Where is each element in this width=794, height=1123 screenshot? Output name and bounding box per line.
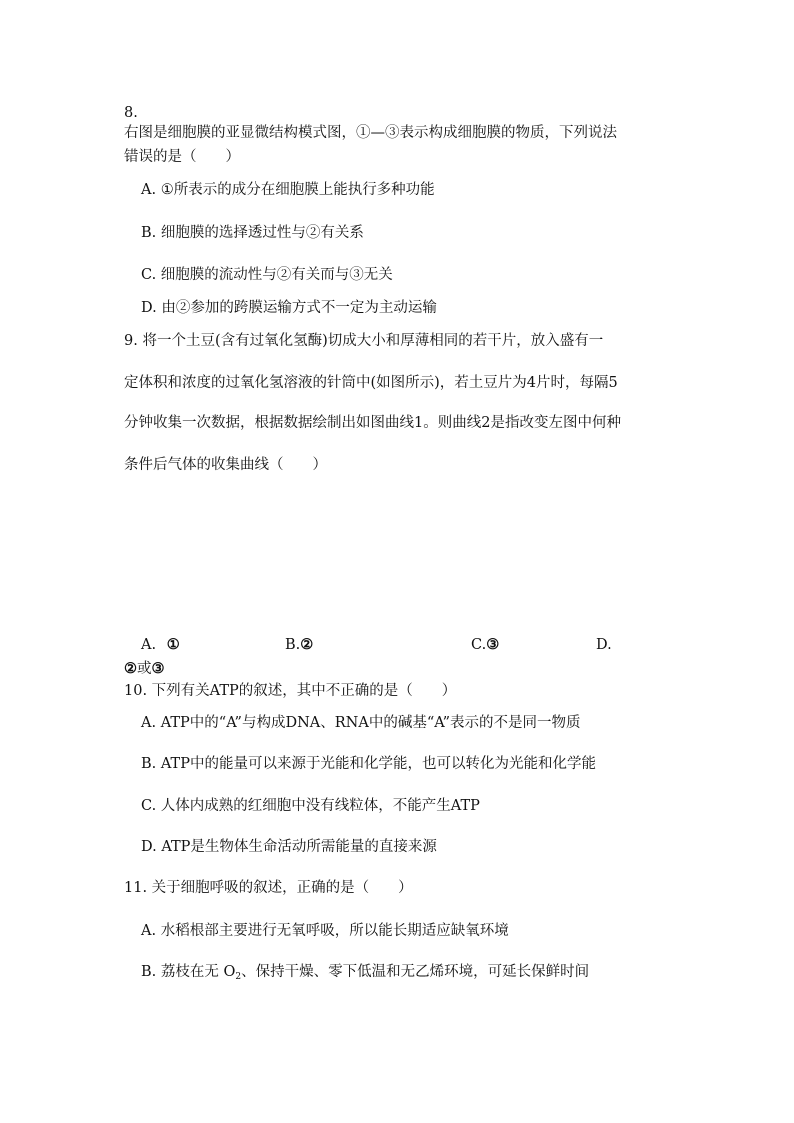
q11-option-b-subscript: 2 — [235, 972, 242, 982]
q10-stem: 10. 下列有关ATP的叙述，其中不正确的是（ ） — [124, 683, 457, 699]
q11-option-b-text-post: 、保持干燥、零下低温和无乙烯环境，可延长保鲜时间 — [241, 964, 590, 980]
q10-option-d: D. ATP是生物体生命活动所需能量的直接来源 — [141, 839, 437, 855]
q9-option-a-value: ① — [166, 636, 180, 653]
q9-option-b-letter: B. — [285, 637, 301, 653]
q8-stem-line1: 右图是细胞膜的亚显微结构模式图，①—③表示构成细胞膜的物质，下列说法 — [124, 125, 617, 141]
q9-option-d-value — [124, 660, 165, 678]
q9-stem-line3: 分钟收集一次数据，根据数据绘制出如图曲线1。则曲线2是指改变左图中何种 — [124, 415, 621, 431]
q9-option-d-letter: D. — [596, 637, 612, 653]
q8-stem-line2: 错误的是（ ） — [124, 149, 240, 165]
q9-option-c — [471, 636, 499, 654]
q11-stem: 11. 关于细胞呼吸的叙述，正确的是（ ） — [124, 880, 413, 896]
q9-option-d-or: 或 — [137, 661, 152, 677]
q9-option-c-letter: C. — [471, 637, 487, 653]
q9-option-d-value-1: ② — [124, 660, 137, 677]
q10-option-a: A. ATP中的“A”与构成DNA、RNA中的碱基“A”表示的不是同一物质 — [141, 715, 581, 731]
q8-number: 8. — [124, 105, 138, 121]
q8-option-b: B. 细胞膜的选择透过性与②有关系 — [141, 225, 364, 241]
q9-option-c-value: ③ — [486, 636, 500, 653]
q9-option-b-value: ② — [300, 636, 314, 653]
q8-option-c: C. 细胞膜的流动性与②有关而与③无关 — [141, 267, 393, 283]
q10-option-c: C. 人体内成熟的红细胞中没有线粒体，不能产生ATP — [141, 798, 480, 814]
q9-option-a — [141, 636, 180, 654]
q8-option-a: A. ①所表示的成分在细胞膜上能执行多种功能 — [141, 182, 435, 198]
q9-option-b — [285, 636, 313, 654]
q8-option-d: D. 由②参加的跨膜运输方式不一定为主动运输 — [141, 300, 437, 316]
q9-option-d-value-2: ③ — [151, 660, 165, 677]
q11-option-a: A. 水稻根部主要进行无氧呼吸，所以能长期适应缺氧环境 — [141, 923, 509, 939]
q9-option-a-letter: A. — [141, 637, 157, 653]
q11-option-b-text-pre: B. 荔枝在无 O — [141, 964, 236, 980]
q9-stem-line2: 定体积和浓度的过氧化氢溶液的针筒中(如图所示)，若土豆片为4片时，每隔5 — [124, 375, 618, 391]
q9-stem-line4: 条件后气体的收集曲线（ ） — [124, 457, 327, 473]
q9-stem-line1: 9. 将一个土豆(含有过氧化氢酶)切成大小和厚薄相同的若干片，放入盛有一 — [124, 333, 604, 349]
q11-option-b — [141, 963, 589, 986]
q10-option-b: B. ATP中的能量可以来源于光能和化学能，也可以转化为光能和化学能 — [141, 756, 596, 772]
